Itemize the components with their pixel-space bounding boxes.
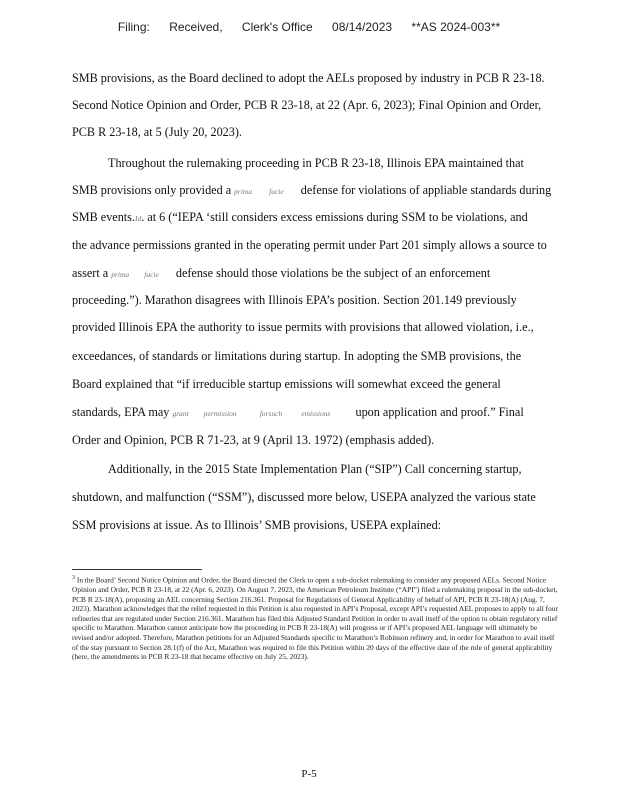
para2-line3-italic-id: Id <box>134 214 142 223</box>
para2-line9: Board explained that “if irreducible startup emissions will somewhat exceed the general <box>72 377 501 391</box>
para2-line10-italic-emissions: emissions <box>301 409 331 418</box>
para3-line2: shutdown, and malfunction (“SSM”), discussed more below, USEPA analyzed the various state <box>72 490 536 504</box>
footnote-text: In the Board’ Second Notice Opinion and Order, the Board directed the Clerk to open a sub-docket rulemaking to consider any proposed AELs. Second Notice Opinion and Order, PCB R 23-18, at 22 (Apr. 6, 2023). On August 7, 2023, the American Petroleum Institute (“API”) filed a rulemaking proposal in the sub-docket, PCB R 23-18(A), proposing an AEL concerning Section 216.361. Proposal for Regulations of General Applicability of behalf of API, PCB R 23-18(A) (Aug. 7, 2023). Marathon acknowledges that the relief requested in this Petition is also requested in API’s Proposal, except API’s requested AEL proposes to apply to all four refineries that are regulated under Section 216.361. Marathon has filed this Adjusted Standard Petition in order to avail itself of the option to obtain regulatory relief specific to Marathon. Marathon cannot anticipate how the proceeding in PCB R 23-18(A) will progress or if API’s proposed AEL language will ultimately be revised and/or adopted. Therefore, Marathon petitions for an Adjusted Standards specific to Marathon’s Robinson refinery and, in order for Marathon to avail itself of the stay pursuant to Section 28.1(f) of the Act, Marathon was required to file this Petition within 20 days of the effective date of the rule of general applicability (here, the amendments in PCB R 23-18 that became effective on July 25, 2023). <box>72 575 558 662</box>
para2-line10-text-a: standards, EPA may <box>72 405 170 419</box>
para2-line10 <box>72 405 524 420</box>
para2-line5-text-b: defense should those violations be the subject of an enforcement <box>175 266 491 280</box>
para2-line10-text-b: upon application and proof.” Final <box>355 405 524 419</box>
para2-line10-italic-grant: grant <box>172 409 189 418</box>
para2-line3 <box>72 210 528 225</box>
para2-line3-text-b: . at 6 (“IEPA ‘still considers excess emissions during SSM to be violations, and <box>141 210 528 224</box>
para1-line3: PCB R 23-18, at 5 (July 20, 2023). <box>72 125 242 139</box>
header-docket: **AS 2024-003** <box>411 20 501 34</box>
para2-line2-text-b: defense for violations of appliable standards during <box>300 183 552 197</box>
para1-line2: Second Notice Opinion and Order, PCB R 23-18, at 22 (Apr. 6, 2023); Final Opinion and Order, <box>72 98 542 112</box>
filing-header <box>0 20 618 34</box>
para2-line5-italic-facie: facie <box>144 270 159 279</box>
para2-line2-italic-prima: prima <box>234 187 253 196</box>
para3-line1: Additionally, in the 2015 State Implementation Plan (“SIP”) Call concerning startup, <box>108 462 522 476</box>
para2-line5-italic-prima: prima <box>111 270 130 279</box>
para2-line2-italic-facie: facie <box>269 187 284 196</box>
para2-line7: provided Illinois EPA the authority to issue permits with provisions that allowed violation, i.e., <box>72 320 534 334</box>
para2-line11: Order and Opinion, PCB R 71-23, at 9 (April 13. 1972) (emphasis added). <box>72 433 435 447</box>
para2-line10-italic-permission: permission <box>203 409 237 418</box>
header-received: Received, <box>169 20 223 34</box>
para2-line2-text-a: SMB provisions only provided a <box>72 183 232 197</box>
header-filing: Filing: <box>117 20 150 34</box>
header-clerk: Clerk's Office <box>241 20 313 34</box>
footnote-marker: 3 <box>72 575 75 581</box>
para2-line8: exceedances, of standards or limitations during startup. In adopting the SMB provisions, the <box>72 349 522 363</box>
para2-line6: proceeding.”). Marathon disagrees with Illinois EPA’s position. Section 201.149 previously <box>72 293 517 307</box>
para2-line2 <box>72 183 551 198</box>
para1-line1: SMB provisions, as the Board declined to adopt the AELs proposed by industry in PCB R 23-18. <box>72 71 545 85</box>
footnote <box>72 574 558 662</box>
footnote-divider <box>72 569 202 570</box>
para3-line3: SSM provisions at issue. As to Illinois’ SMB provisions, USEPA explained: <box>72 518 442 532</box>
page-number: P-5 <box>301 768 317 780</box>
para2-line3-text-a: SMB events. <box>72 210 135 224</box>
para2-line4: the advance permissions granted in the operating permit under Part 201 simply allows a source to <box>72 238 547 252</box>
para2-line1: Throughout the rulemaking proceeding in PCB R 23-18, Illinois EPA maintained that <box>108 156 524 170</box>
para2-line5 <box>72 266 490 281</box>
header-date: 08/14/2023 <box>332 20 393 34</box>
para2-line10-italic-forsuch: forsuch <box>259 409 283 418</box>
para2-line5-text-a: assert a <box>72 266 109 280</box>
